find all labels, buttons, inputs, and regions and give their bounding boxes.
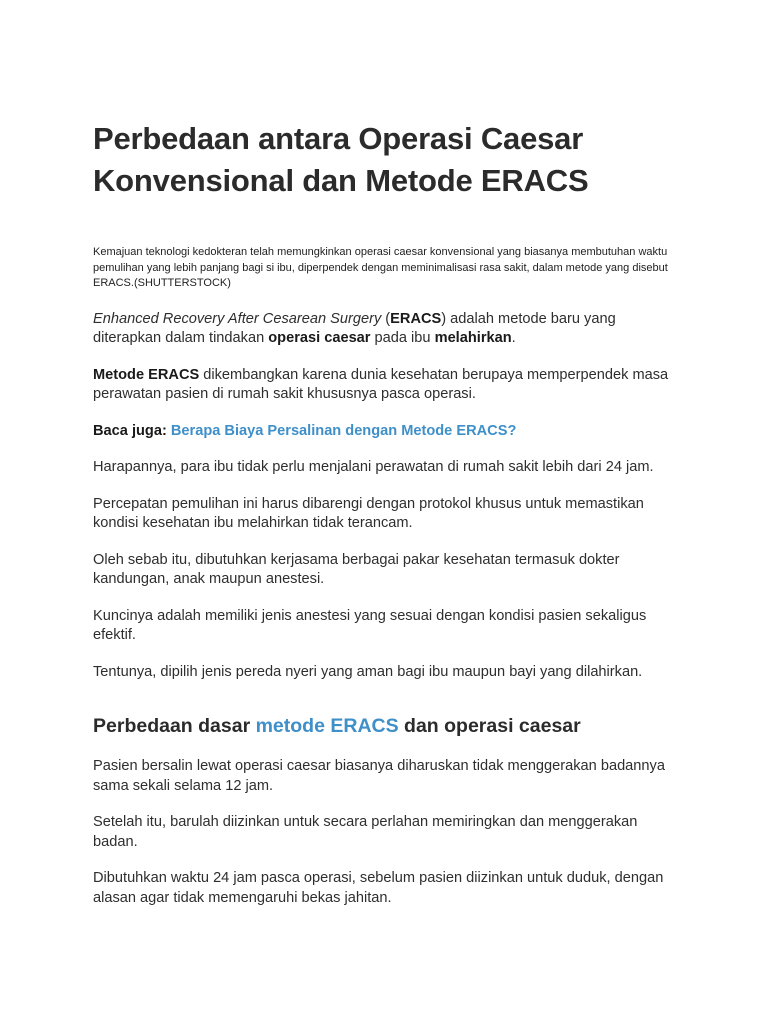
image-caption: Kemajuan teknologi kedokteran telah memungkinkan operasi caesar konvensional yang biasanya membutuhan waktu pemulihan yang lebih panjang bagi si ibu, diperpendek dengan meminimalisasi rasa sakit, dalam metode yang disebut ERACS.(SHUTTERSTOCK) [93, 246, 668, 289]
metode-eracs-link[interactable]: metode ERACS [255, 715, 399, 737]
metode-eracs-term: Metode ERACS [93, 366, 200, 383]
article [93, 118, 675, 908]
article-title: Perbedaan antara Operasi Caesar Konvensional dan Metode ERACS [93, 121, 589, 198]
heading-fragment: dan operasi caesar [398, 715, 581, 737]
intro-paragraph [93, 310, 675, 349]
paragraph: Percepatan pemulihan ini harus dibarengi dengan protokol khusus untuk memastikan kondisi kesehatan ibu melahirkan tidak terancam. [93, 495, 644, 531]
heading-fragment: Perbedaan dasar [93, 715, 256, 737]
operasi-caesar-term: operasi caesar [268, 330, 371, 346]
eracs-full-term: Enhanced Recovery After Cesarean Surgery [93, 310, 382, 327]
text-fragment: ) adalah metode baru yang diterapkan dalam tindakan [93, 310, 616, 346]
text-fragment: dikembangkan karena dunia kesehatan berupaya memperpendek masa perawatan pasien di rumah sakit khususnya pasca operasi. [93, 366, 669, 402]
read-also-label: Baca juga: [93, 422, 167, 439]
paragraph-metode-eracs [93, 366, 675, 405]
paragraph: Pasien bersalin lewat operasi caesar biasanya diharuskan tidak menggerakan badannya sama sekali selama 12 jam. [93, 758, 665, 794]
read-also-link[interactable]: Berapa Biaya Persalinan dengan Metode ERACS? [170, 422, 517, 439]
text-fragment: ( [381, 310, 391, 327]
eracs-abbr: ERACS [390, 310, 442, 327]
paragraph: Harapannya, para ibu tidak perlu menjalani perawatan di rumah sakit lebih dari 24 jam. [93, 459, 654, 475]
read-also [93, 422, 675, 442]
paragraph: Tentunya, dipilih jenis pereda nyeri yang aman bagi ibu maupun bayi yang dilahirkan. [93, 663, 643, 680]
section-heading [93, 713, 675, 739]
paragraph: Kuncinya adalah memiliki jenis anestesi yang sesuai dengan kondisi pasien sekaligus efektif. [93, 607, 647, 643]
text-fragment: pada ibu [370, 330, 435, 346]
text-fragment: . [511, 330, 516, 346]
melahirkan-term: melahirkan [434, 330, 512, 346]
paragraph: Dibutuhkan waktu 24 jam pasca operasi, sebelum pasien diizinkan untuk duduk, dengan alasan agar tidak memengaruhi bekas jahitan. [93, 870, 664, 906]
paragraph: Oleh sebab itu, dibutuhkan kerjasama berbagai pakar kesehatan termasuk dokter kandungan, anak maupun anestesi. [93, 551, 620, 587]
paragraph: Setelah itu, barulah diizinkan untuk secara perlahan memiringkan dan menggerakan badan. [93, 814, 638, 850]
